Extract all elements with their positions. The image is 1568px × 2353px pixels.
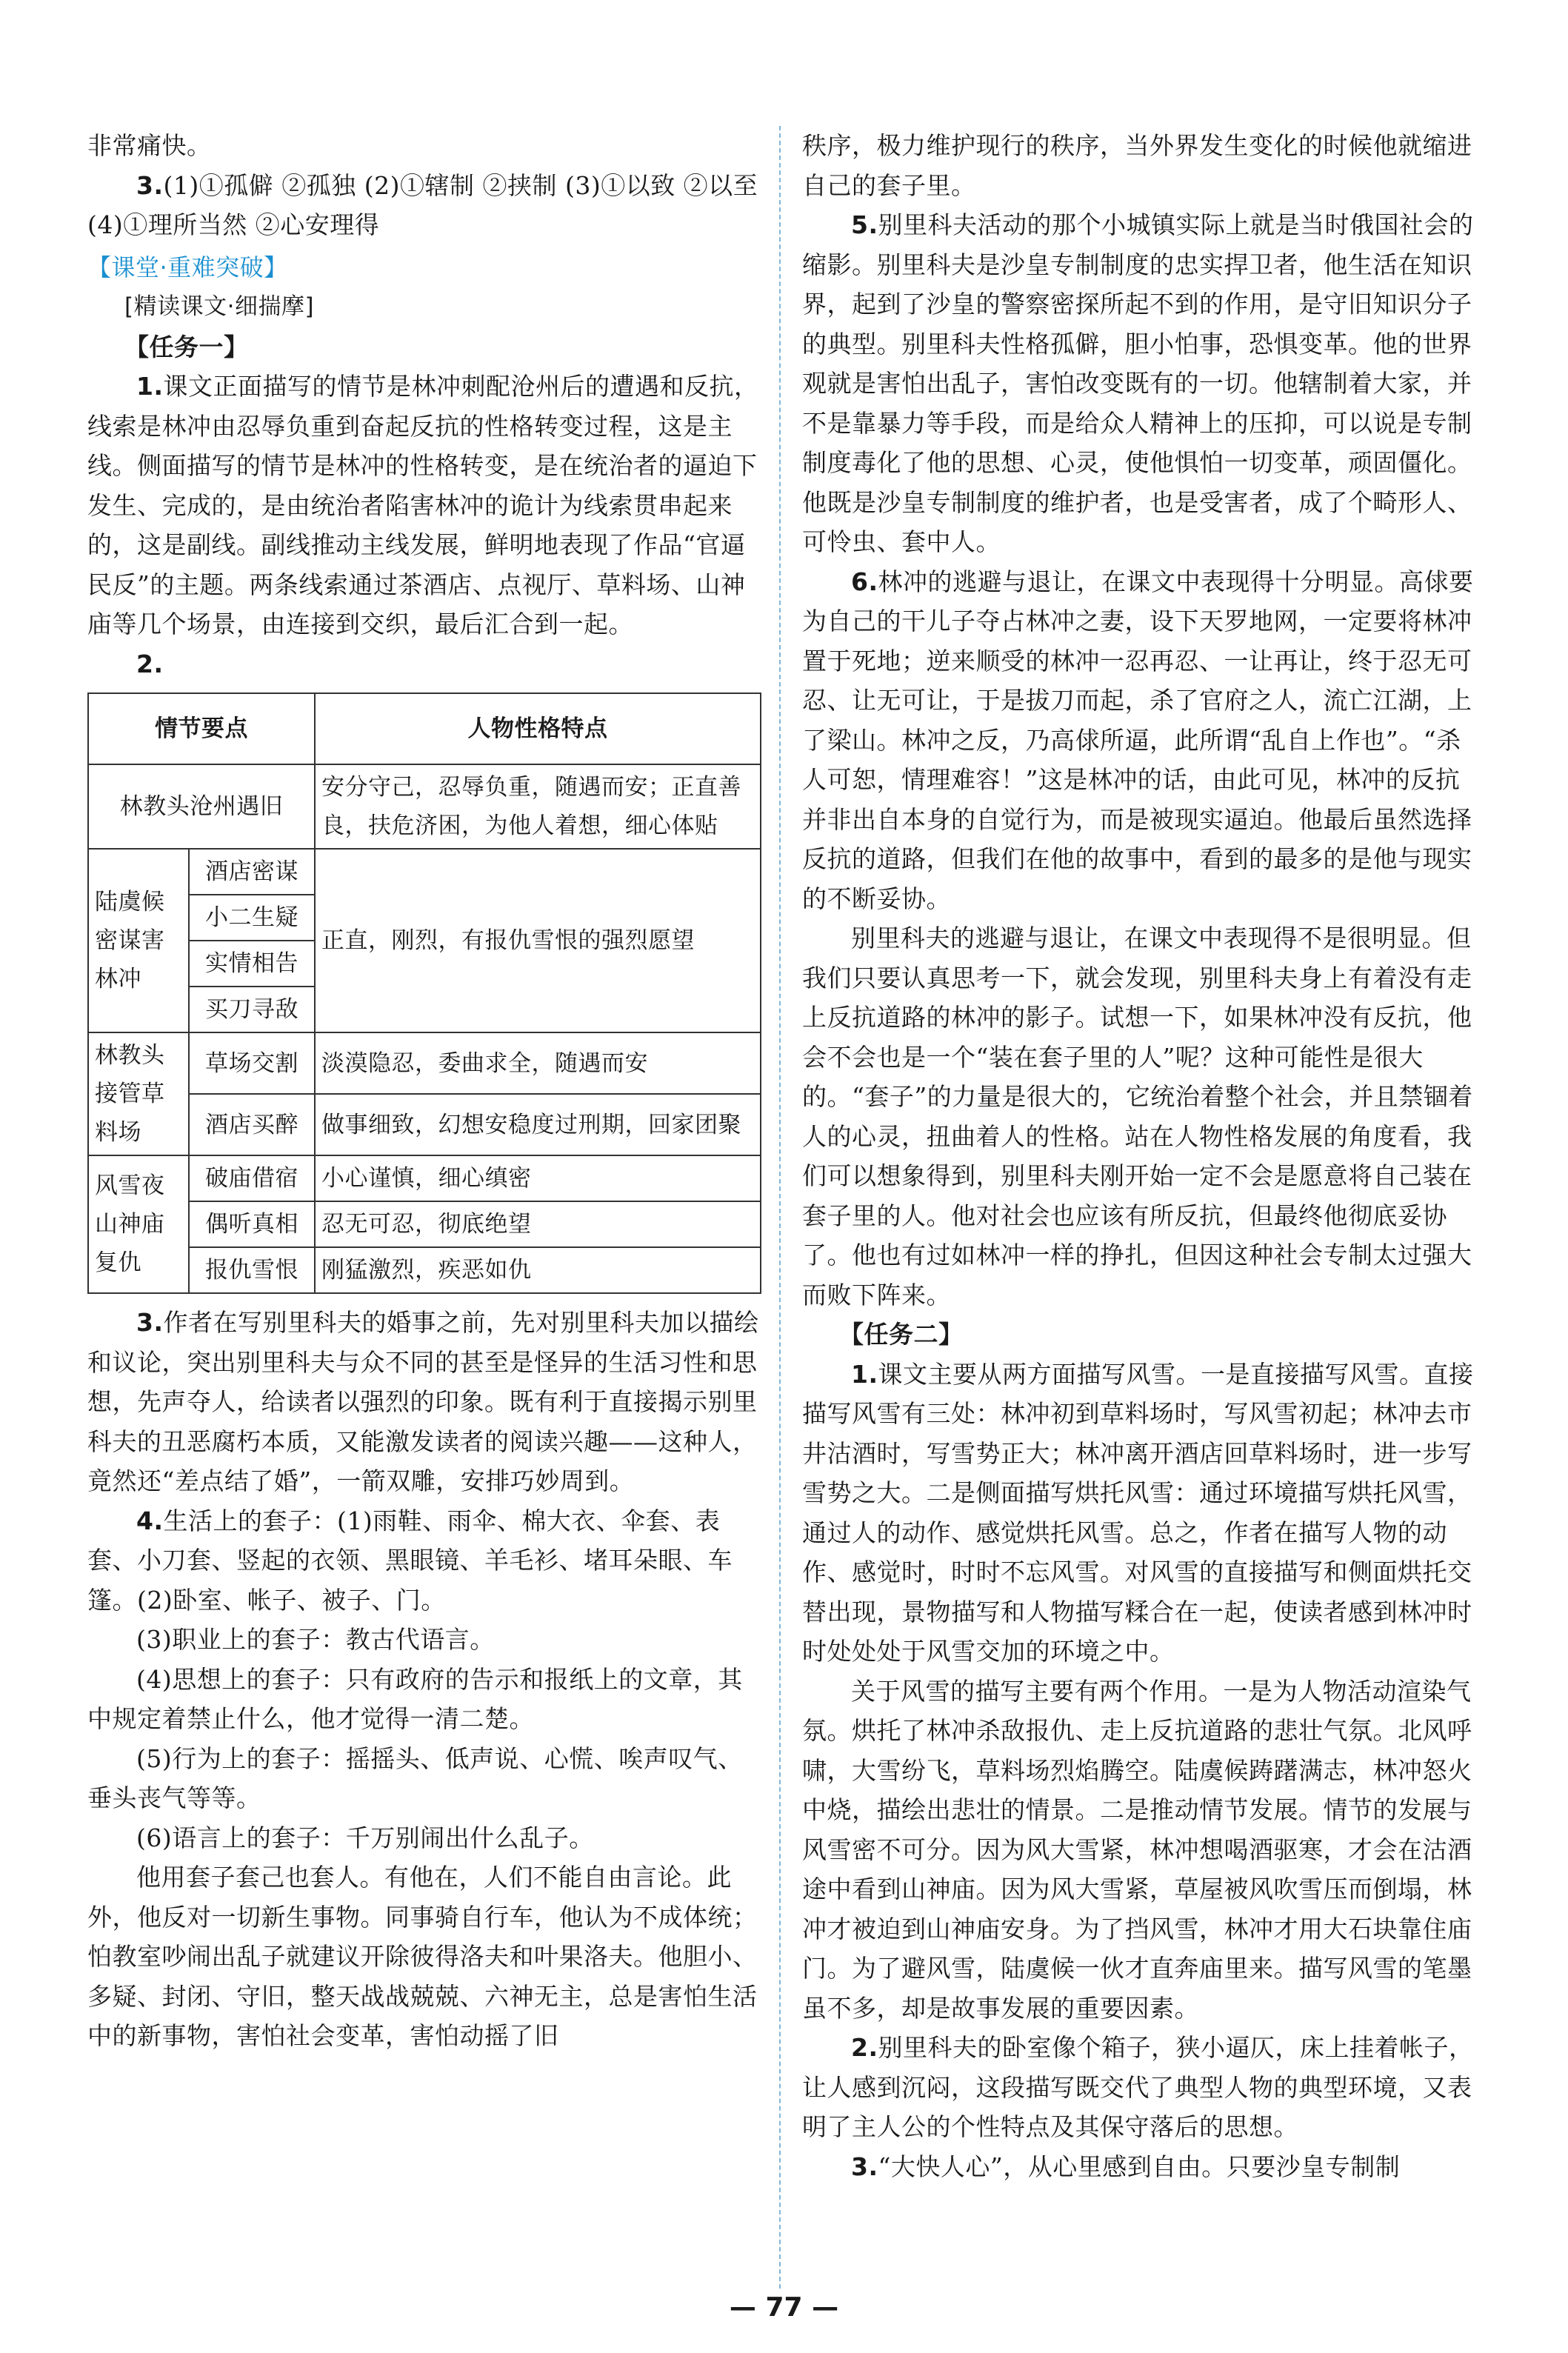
column-divider (779, 126, 781, 2289)
task1-answer-4-paragraph: 他用套子套己也套人。有他在，人们不能自由言论。此外，他反对一切新生事物。同事骑自行车，他认为不成体统；怕教室吵闹出乱子就建议开除彼得洛夫和叶果洛夫。他胆小、多疑、封闭、守旧，整天战战兢兢、六神无主，总是害怕生活中的新事物，害怕社会变革，害怕动摇了旧 (87, 1863, 758, 2050)
scene-cell: 偶听真相 (189, 1201, 315, 1247)
header-plot: 情节要点 (88, 693, 315, 764)
table-row (88, 1201, 761, 1247)
continued-paragraph: 秩序，极力维护现行的秩序，当外界发生变化的时候他就缩进自己的套子里。 (802, 131, 1472, 200)
right-column (802, 126, 1476, 2186)
task1-answer-3: 3.作者在写别里科夫的婚事之前，先对别里科夫加以描绘和议论，突出别里科夫与众不同的甚至是怪异的生活习性和思想，先声夺人，给读者以强烈的印象。既有利于直接揭示别里科夫的丑恶腐朽本质，又能激发读者的阅读兴趣——这种人，竟然还“差点结了婚”，一箭双雕，安排巧妙周到。 (87, 1308, 759, 1495)
task2-answer-1-paragraph: 关于风雪的描写主要有两个作用。一是为人物活动渲染气氛。烘托了林冲杀敌报仇、走上反抗道路的悲壮气氛。北风呼啸，大雪纷飞，草料场烈焰腾空。陆虞候踌躇满志，林冲怒火中烧，描绘出悲壮的情景。二是推动情节发展。情节的发展与风雪密不可分。因为风大雪紧，林冲想喝酒驱寒，才会在沽酒途中看到山神庙。因为风大雪紧，草屋被风吹雪压而倒塌，林冲才被迫到山神庙安身。为了挡风雪，林冲才用大石块靠住庙门。为了避风雪，陆虞候一伙才直奔庙里来。描写风雪的笔墨虽不多，却是故事发展的重要因素。 (802, 1676, 1472, 2023)
table-row (88, 1032, 761, 1094)
task1-answer-5: 5.别里科夫活动的那个小城镇实际上就是当时俄国社会的缩影。别里科夫是沙皇专制制度的忠实捍卫者，他生活在知识界，起到了沙皇的警察密探所起不到的作用，是守旧知识分子的典型。别里科夫性格孤僻，胆小怕事，恐惧变革。他的世界观就是害怕出乱子，害怕改变既有的一切。他辖制着大家，并不是靠暴力等手段，而是给众人精神上的压抑，可以说是专制制度毒化了他的思想、心灵，使他惧怕一切变革，顽固僵化。他既是沙皇专制制度的维护者，也是受害者，成了个畸形人、可怜虫、套中人。 (802, 210, 1474, 556)
character-cell: 淡漠隐忍，委曲求全，随遇而安 (315, 1032, 761, 1094)
scene-cell: 小二生疑 (189, 895, 315, 941)
character-cell: 安分守己，忍辱负重，随遇而安；正直善良，扶危济困，为他人着想，细心体贴 (315, 764, 761, 849)
intro-line: 非常痛快。 (87, 131, 212, 160)
plot-character-table (87, 692, 761, 1294)
section-tag-classroom: 【课堂·重难突破】 (87, 253, 288, 281)
left-column (87, 126, 761, 2056)
page-number: — 77 — (729, 2292, 839, 2323)
scene-cell: 酒店密谋 (189, 849, 315, 895)
table-row (88, 849, 761, 895)
task1-answer-4: 4.生活上的套子：(1)雨鞋、雨伞、棉大衣、伞套、表套、小刀套、竖起的衣领、黑眼镜、羊毛衫、堵耳朵眼、车篷。(2)卧室、帐子、被子、门。 (87, 1506, 733, 1615)
scene-cell: 报仇雪恨 (189, 1247, 315, 1293)
plot-group-cell: 林教头接管草料场 (88, 1032, 189, 1155)
task1-answer-4-item: (5)行为上的套子：摇摇头、低声说、心慌、唉声叹气、垂头丧气等等。 (87, 1743, 743, 1812)
task1-answer-1: 1.课文正面描写的情节是林冲刺配沧州后的遭遇和反抗，线索是林冲由忍辱负重到奋起反抗的性格转变过程，这是主线。侧面描写的情节是林冲的性格转变，是在统治者的逼迫下发生、完成的，是由统治者陷害林冲的诡计为线索贯串起来的，这是副线。副线推动主线发展，鲜明地表现了作品“官逼民反”的主题。两条线索通过茶酒店、点视厅、草料场、山神庙等几个场景，由连接到交织，最后汇合到一起。 (87, 372, 759, 638)
scene-cell: 酒店买醉 (189, 1094, 315, 1155)
task2-answer-2: 2.别里科夫的卧室像个箱子，狭小逼仄，床上挂着帐子，让人感到沉闷，这段描写既交代了典型人物的典型环境，又表明了主人公的个性特点及其保守落后的思想。 (802, 2033, 1474, 2141)
scene-cell: 实情相告 (189, 941, 315, 987)
character-cell: 正直，刚烈，有报仇雪恨的强烈愿望 (315, 849, 761, 1032)
task1-answer-2-label: 2. (136, 649, 164, 678)
scene-cell: 破庙借宿 (189, 1155, 315, 1201)
table-row (88, 764, 761, 849)
task-2-heading: 【任务二】 (839, 1320, 964, 1349)
task2-answer-1: 1.课文主要从两方面描写风雪。一是直接描写风雪。直接描写风雪有三处：林冲初到草料场时，写风雪初起；林冲去市井沽酒时，写雪势正大；林冲离开酒店回草料场时，进一步写雪势之大。二是侧面描写烘托风雪：通过环境描写烘托风雪，通过人的动作、感觉烘托风雪。总之，作者在描写人物的动作、感觉时，时时不忘风雪。对风雪的直接描写和侧面烘托交替出现，景物描写和人物描写糅合在一起，使读者感到林冲时时处处处于风雪交加的环境之中。 (802, 1359, 1474, 1666)
table-row (88, 1155, 761, 1201)
sub-tag-reading: [精读课文·细揣摩] (124, 293, 315, 320)
character-cell: 忍无可忍，彻底绝望 (315, 1201, 761, 1247)
task1-answer-6: 6.林冲的逃避与退让，在课文中表现得十分明显。高俅要为自己的干儿子夺占林冲之妻，设下天罗地网，一定要将林冲置于死地；逆来顺受的林冲一忍再忍、一让再让，终于忍无可忍、让无可让，于是拔刀而起，杀了官府之人，流亡江湖，上了梁山。林冲之反，乃高俅所逼，此所谓“乱自上作也”。“杀人可恕，情理难容！”这是林冲的话，由此可见，林冲的反抗并非出自本身的自觉行为，而是被现实逼迫。他最后虽然选择反抗的道路，但我们在他的故事中，看到的最多的是他与现实的不断妥协。 (802, 567, 1474, 913)
task1-answer-4-item: (4)思想上的套子：只有政府的告示和报纸上的文章，其中规定着禁止什么，他才觉得一清二楚。 (87, 1664, 743, 1733)
plot-cell: 林教头沧州遇旧 (88, 764, 315, 849)
plot-group-cell: 风雪夜山神庙复仇 (88, 1155, 189, 1293)
character-cell: 刚猛激烈，疾恶如仇 (315, 1247, 761, 1293)
table-header-row (88, 693, 761, 764)
task1-answer-4-item: (3)职业上的套子：教古代语言。 (136, 1625, 495, 1654)
plot-group-cell: 陆虞候密谋害林冲 (88, 849, 189, 1032)
character-cell: 做事细致，幻想安稳度过刑期，回家团聚 (315, 1094, 761, 1155)
table-row (88, 1094, 761, 1155)
task-1-heading: 【任务一】 (124, 332, 249, 361)
task1-answer-6-paragraph: 别里科夫的逃避与退让，在课文中表现得不是很明显。但我们只要认真思考一下，就会发现，别里科夫身上有着没有走上反抗道路的林冲的影子。试想一下，如果林冲没有反抗，他会不会也是一个“装在套子里的人”呢？这种可能性是很大的。“套子”的力量是很大的，它统治着整个社会，并且禁锢着人的心灵，扭曲着人的性格。站在人物性格发展的角度看，我们可以想象得到，别里科夫刚开始一定不会是愿意将自己装在套子里的人。他对社会也应该有所反抗，但最终他彻底妥协了。他也有过如林冲一样的挣扎，但因这种社会专制太过强大而败下阵来。 (802, 924, 1473, 1309)
character-cell: 小心谨慎，细心缜密 (315, 1155, 761, 1201)
task1-answer-4-item: (6)语言上的套子：千万别闹出什么乱子。 (136, 1823, 594, 1852)
table-row (88, 1247, 761, 1293)
header-character: 人物性格特点 (315, 693, 761, 764)
answer-3: 3.(1)①孤僻 ②孤独 (2)①辖制 ②挟制 (3)①以致 ②以至 (4)①理所当然 ②心安理得 (87, 170, 758, 239)
task2-answer-3: 3.“大快人心”，从心里感到自由。只要沙皇专制制 (851, 2152, 1401, 2181)
scene-cell: 买刀寻敌 (189, 987, 315, 1032)
scene-cell: 草场交割 (189, 1032, 315, 1094)
